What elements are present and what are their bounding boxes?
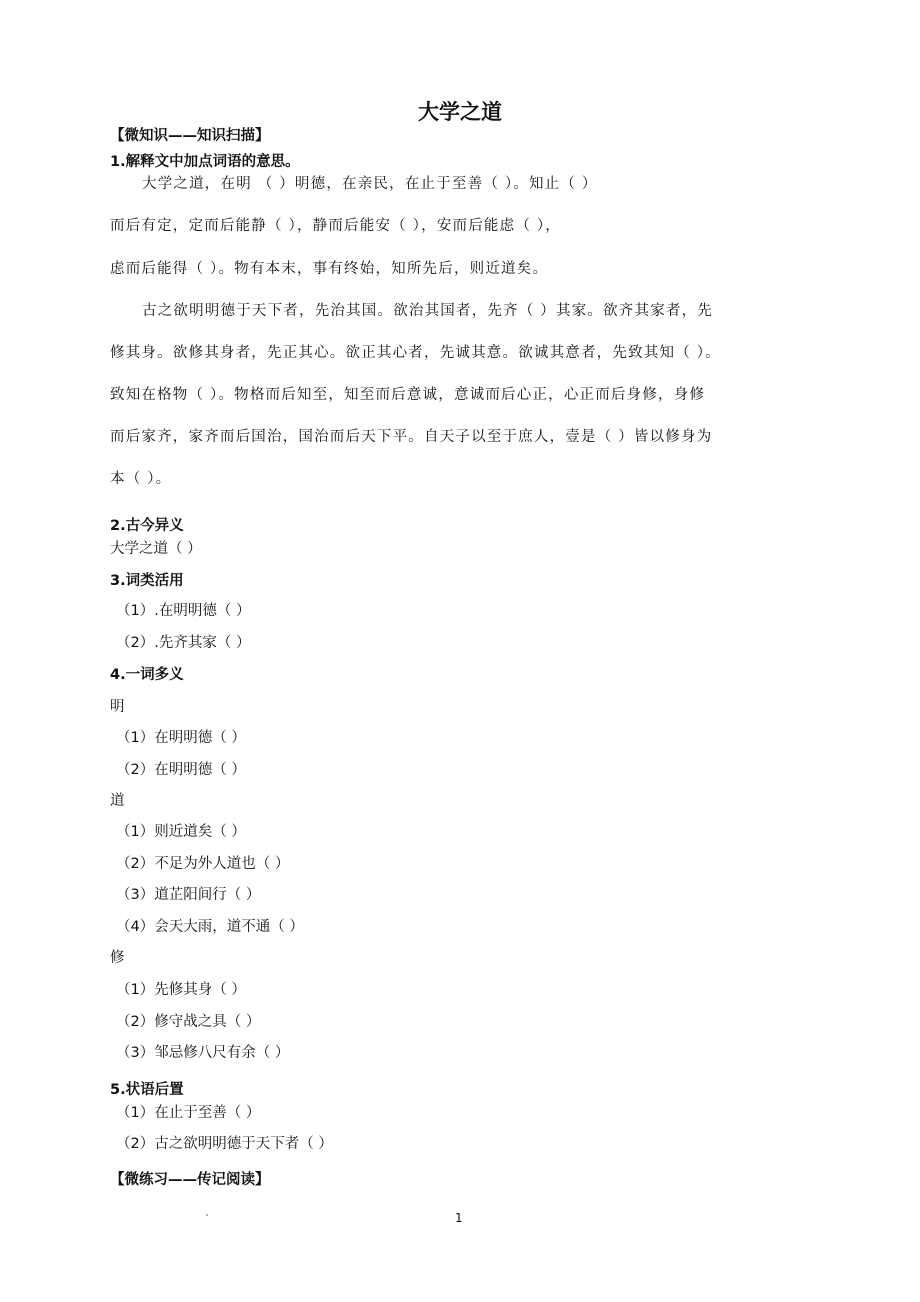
q3-item-2: （2）.先齐其家（ ） — [116, 635, 251, 651]
question-4-heading: 4.一词多义 — [110, 667, 184, 683]
q4-dao-item-2: （2）不足为外人道也（ ） — [116, 856, 290, 872]
question-2-heading: 2.古今异义 — [110, 518, 184, 534]
page-title: 大学之道 — [418, 100, 502, 124]
q4-xiu-item-2: （2）修守战之具（ ） — [116, 1014, 261, 1030]
q4-dao-item-3: （3）道芷阳间行（ ） — [116, 887, 261, 903]
q1-paragraph1-line2: 而后有定，定而后能静（ ），静而后能安（ ），安而后能虑（ ）， — [110, 218, 561, 234]
q4-word-xiu: 修 — [110, 950, 125, 966]
question-5-heading: 5.状语后置 — [110, 1082, 184, 1098]
q4-ming-item-1: （1）在明明德（ ） — [116, 730, 246, 746]
q1-paragraph2-line4: 而后家齐，家齐而后国治，国治而后天下平。自天子以至于庶人，壹是（ ）皆以修身为 — [110, 429, 713, 445]
q2-item: 大学之道（ ） — [110, 541, 202, 557]
q5-item-2: （2）古之欲明明德于天下者（ ） — [116, 1136, 333, 1152]
q5-item-1: （1）在止于至善（ ） — [116, 1105, 261, 1121]
q1-paragraph2-line3: 致知在格物（ ）。物格而后知至，知至而后意诚，意诚而后心正，心正而后身修，身修 — [110, 387, 706, 403]
section-heading-practice: 【微练习——传记阅读】 — [110, 1172, 270, 1188]
q1-paragraph1-line3: 虑而后能得（ ）。物有本末，事有终始，知所先后，则近道矣。 — [110, 261, 549, 277]
q3-item-1: （1）.在明明德（ ） — [116, 603, 251, 619]
q4-xiu-item-1: （1）先修其身（ ） — [116, 982, 246, 998]
question-3-heading: 3.词类活用 — [110, 573, 184, 589]
question-1-heading: 1.解释文中加点词语的意思。 — [110, 154, 300, 170]
q4-word-dao: 道 — [110, 793, 125, 809]
q4-xiu-item-3: （3）邹忌修八尺有余（ ） — [116, 1045, 290, 1061]
q1-paragraph2-line2: 修其身。欲修其身者，先正其心。欲正其心者，先诚其意。欲诚其意者，先致其知（ ）。 — [110, 345, 721, 361]
q4-ming-item-2: （2）在明明德（ ） — [116, 762, 246, 778]
q1-paragraph1-line1: 大学之道，在明 （ ）明德，在亲民，在止于至善（ ）。知止（ ） — [142, 176, 598, 192]
q1-paragraph2-line5: 本（ ）。 — [110, 471, 172, 487]
q4-word-ming: 明 — [110, 699, 125, 715]
q4-dao-item-4: （4）会天大雨，道不通（ ） — [116, 919, 304, 935]
page-number: 1 — [455, 1211, 463, 1225]
q4-dao-item-1: （1）则近道矣（ ） — [116, 824, 246, 840]
decorative-dot — [206, 1214, 208, 1216]
q1-paragraph2-line1: 古之欲明明德于天下者，先治其国。欲治其国者，先齐（ ）其家。欲齐其家者，先 — [142, 303, 714, 319]
section-heading-knowledge: 【微知识——知识扫描】 — [110, 128, 270, 144]
